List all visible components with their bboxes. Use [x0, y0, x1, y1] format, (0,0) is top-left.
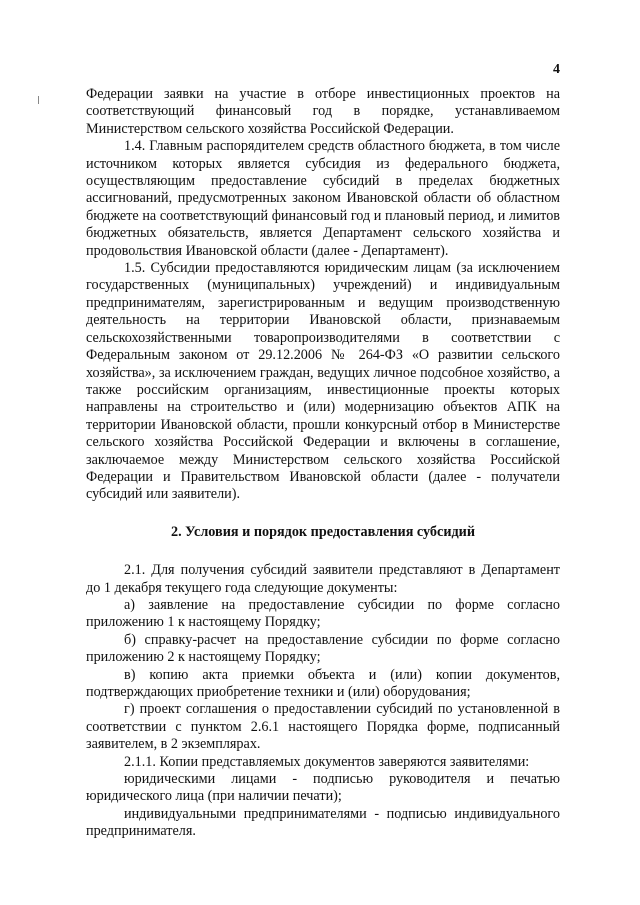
page-number: 4: [553, 62, 560, 77]
paragraph-2-1-1: 2.1.1. Копии представляемых документов заверяются заявителями:: [124, 753, 530, 770]
document-body: [86, 86, 560, 841]
list-item-a: а) заявление на предоставление субсидии по форме согласно приложению 1 к настоящему Порядку;: [86, 596, 560, 631]
list-item-v: в) копию акта приемки объекта и (или) копии документов, подтверждающих приобретение техники и (или) оборудования;: [86, 666, 560, 700]
paragraph-1-4: 1.4. Главным распорядителем средств областного бюджета, в том числе источником которых является субсидия из федерального бюджета, осуществляющим предоставление субсидий в пределах бюджетных ассигнований, предусмотренных законом Ивановской области об областном бюджете на соответствующий финансовый год и плановый период, и лимитов бюджетных обязательств, является Департамент сельского хозяйства и продовольствия Ивановской области (далее - Департамент).: [86, 138, 560, 259]
paragraph-1-5: 1.5. Субсидии предоставляются юридическим лицам (за исключением государственных (муниципальных) учреждений) и индивидуальным предпринимателям, зарегистрированным и ведущим производственную деятельность на территории Ивановской области, признаваемым сельскохозяйственными товаропроизводителями в соответствии с Федеральным законом от 29.12.2006 № 264-ФЗ «О развитии сельского хозяйства», за исключением граждан, ведущих личное подсобное хозяйство, а также российским организациям, инвестиционные проекты которых направлены на строительство и (или) модернизацию объектов АПК на территории Ивановской области, прошли конкурсный отбор в Министерстве сельского хозяйства Российской Федерации и включены в соглашение, заключаемое между Министерством сельского хозяйства Российской Федерации и Правительством Ивановской области (далее - получатели субсидий или заявители).: [86, 260, 560, 503]
paragraph-entrepreneurs: индивидуальными предпринимателями - подписью индивидуального предпринимателя.: [86, 805, 560, 840]
paragraph-continuation: Федерации заявки на участие в отборе инвестиционных проектов на соответствующий финансовый год в порядке, устанавливаемом Министерством сельского хозяйства Российской Федерации.: [86, 86, 560, 137]
list-item-b: б) справку-расчет на предоставление субсидии по форме согласно приложению 2 к настоящему Порядку;: [86, 631, 560, 666]
list-item-g: г) проект соглашения о предоставлении субсидий по установленной в соответствии с пунктом 2.6.1 настоящего Порядка форме, подписанный заявителем, в 2 экземплярах.: [86, 701, 560, 753]
margin-mark: [38, 96, 39, 104]
section-heading: 2. Условия и порядок предоставления субсидий: [170, 523, 476, 540]
paragraph-2-1: 2.1. Для получения субсидий заявители представляют в Департамент до 1 декабря текущего года следующие документы:: [86, 562, 560, 596]
paragraph-legal-entities: юридическими лицами - подписью руководителя и печатью юридического лица (при наличии печати);: [86, 771, 560, 805]
